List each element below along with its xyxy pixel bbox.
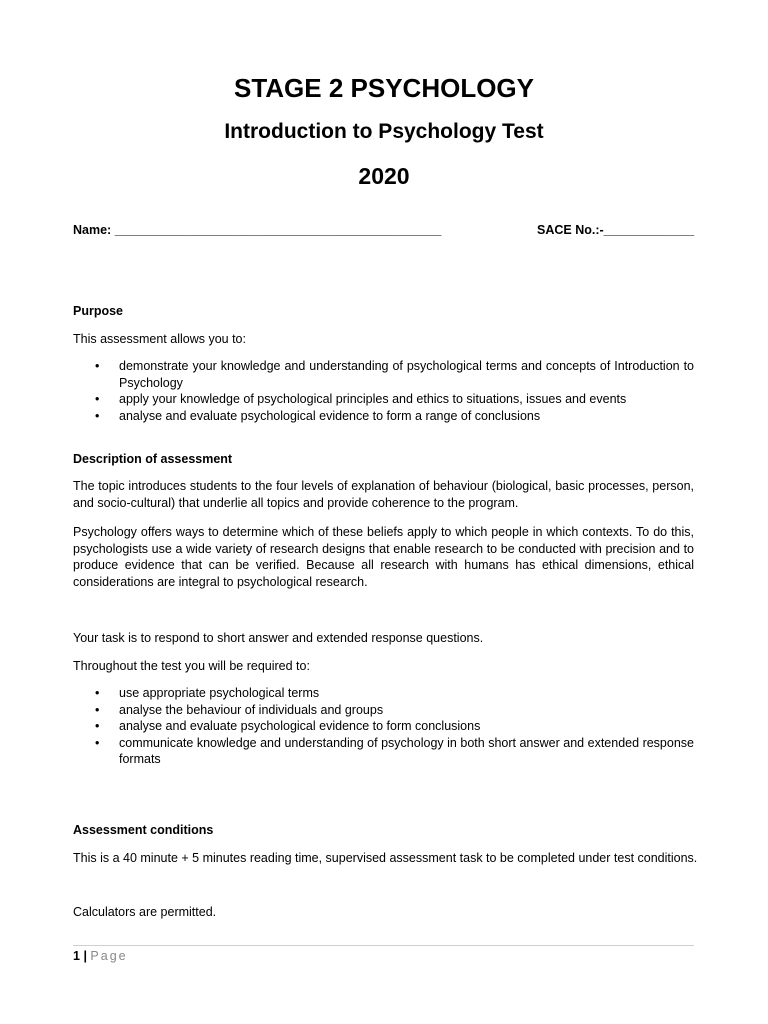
name-line: _______________________________________________	[114, 223, 442, 237]
document-title: STAGE 2 PSYCHOLOGY	[233, 73, 534, 103]
bullet-icon: •	[95, 686, 100, 700]
conditions-heading: Assessment conditions	[73, 823, 214, 837]
bullet-icon: •	[95, 359, 100, 373]
conditions-text: This is a 40 minute + 5 minutes reading time, supervised assessment task to be completed under test conditions.	[73, 851, 698, 865]
description-paragraph-1: The topic introduces students to the four levels of explanation of behaviour (biological, basic processes, person, and socio-cultural) that underlie all topics and provide coherence to the program.	[73, 479, 694, 510]
bullet-icon: •	[95, 392, 100, 406]
requirements-list	[73, 685, 694, 768]
list-item: • analyse and evaluate psychological evidence to form conclusions	[95, 719, 481, 733]
sace-number-field	[537, 222, 694, 239]
list-item: • communicate knowledge and understanding of psychology in both short answer and extended response formats	[95, 735, 694, 766]
list-item: • use appropriate psychological terms	[95, 686, 320, 700]
bullet-icon: •	[95, 719, 100, 733]
purpose-list	[73, 358, 694, 424]
calculators-note: Calculators are permitted.	[73, 905, 217, 919]
footer-divider	[73, 945, 694, 946]
page-footer	[73, 948, 128, 965]
list-item: • analyse the behaviour of individuals and groups	[95, 702, 384, 717]
requirements-intro: Throughout the test you will be required to:	[73, 659, 310, 673]
name-label: Name:	[73, 223, 112, 237]
list-item: • analyse and evaluate psychological evidence to form a range of conclusions	[95, 408, 541, 423]
document-year: 2020	[358, 163, 410, 189]
description-heading: Description of assessment	[73, 452, 233, 466]
footer-separator: |	[83, 949, 87, 963]
description-paragraph-2: Psychology offers ways to determine which of these beliefs apply to which people in which contexts. To do this, psychologists use a wide variety of research designs that enable research to be conducted with precision and to produce evidence that can be verified. Because all research with humans has ethical dimensions, ethical considerations are integral to psychological research.	[73, 525, 694, 589]
bullet-icon: •	[95, 735, 100, 750]
sace-label: SACE No.:-	[537, 223, 604, 237]
page-number: 1	[73, 949, 80, 963]
purpose-intro: This assessment allows you to:	[73, 332, 246, 346]
purpose-heading: Purpose	[73, 304, 124, 318]
bullet-icon: •	[95, 702, 100, 717]
bullet-icon: •	[95, 408, 100, 423]
document-subtitle: Introduction to Psychology Test	[224, 120, 544, 143]
page-label: Page	[90, 949, 128, 963]
list-item: • demonstrate your knowledge and understanding of psychological terms and concepts of Introduction to Psychology	[95, 359, 694, 390]
list-item: • apply your knowledge of psychological principles and ethics to situations, issues and events	[95, 392, 627, 406]
sace-line: _____________	[603, 223, 695, 237]
student-details-row	[73, 222, 693, 239]
task-statement: Your task is to respond to short answer and extended response questions.	[73, 631, 484, 645]
